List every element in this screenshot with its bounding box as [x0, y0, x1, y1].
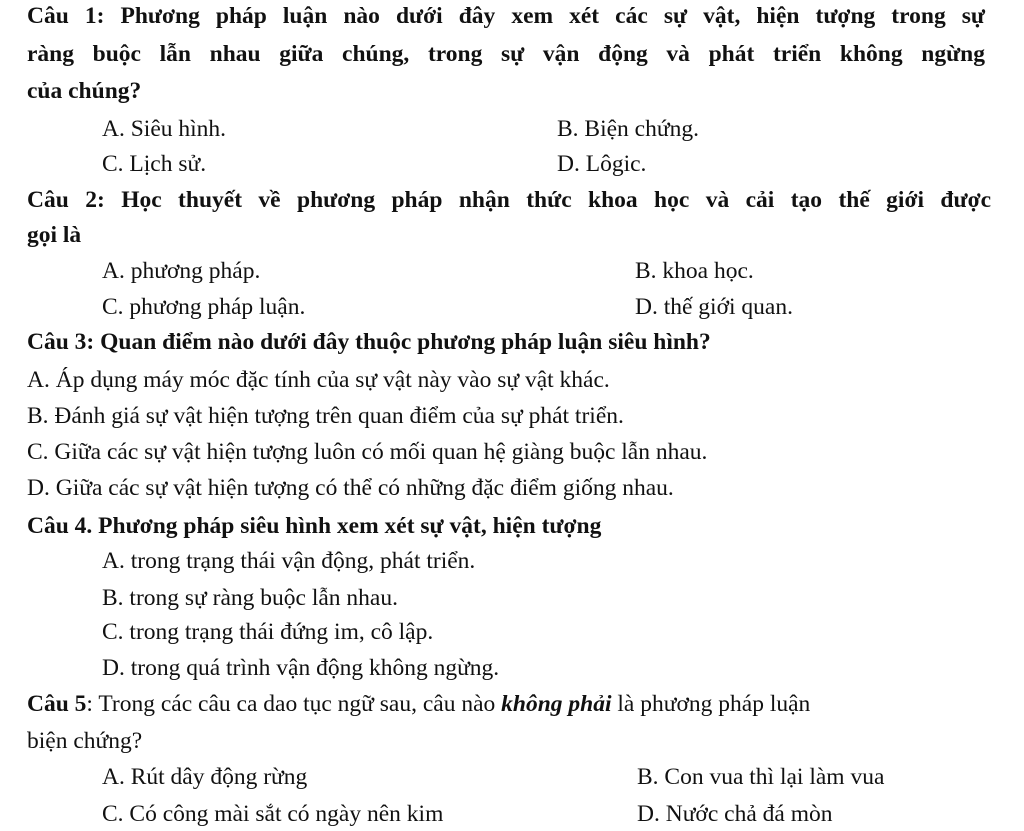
question-2-line-1: [27, 186, 991, 214]
question-4-option-b[interactable]: B. trong sự ràng buộc lẫn nhau.: [102, 585, 398, 611]
question-1-line-1: [27, 2, 985, 30]
question-5-emphasis: không phải: [501, 691, 612, 717]
question-3-label: Câu 3: [27, 329, 87, 355]
question-3-option-c[interactable]: C. Giữa các sự vật hiện tượng luôn có mối quan hệ giàng buộc lẫn nhau.: [27, 439, 708, 465]
question-4-label: Câu 4.: [27, 513, 93, 539]
question-5-label: Câu 5: [27, 691, 87, 717]
question-5-line-1: [27, 690, 983, 718]
question-1-option-b[interactable]: B. Biện chứng.: [557, 116, 699, 142]
question-4-option-c[interactable]: C. trong trạng thái đứng im, cô lập.: [102, 619, 434, 645]
question-3-text: : Quan điểm nào dưới đây thuộc phương pháp luận siêu hình?: [86, 329, 711, 355]
question-2-option-d[interactable]: D. thế giới quan.: [635, 294, 793, 320]
question-3-line-1: [27, 328, 711, 356]
question-2-line-2: gọi là: [27, 222, 82, 248]
question-4-text: Phương pháp siêu hình xem xét sự vật, hiện tượng: [98, 513, 602, 539]
question-5-option-a[interactable]: A. Rút dây động rừng: [102, 764, 308, 790]
question-1-text: Phương pháp luận nào dưới đây xem xét các sự vật, hiện tượng trong sự: [120, 3, 985, 29]
question-5-option-d[interactable]: D. Nước chả đá mòn: [637, 801, 833, 827]
question-2-option-c[interactable]: C. phương pháp luận.: [102, 294, 306, 320]
question-1-line-3: của chúng?: [27, 78, 142, 104]
question-5-text-b: là phương pháp luận: [611, 691, 811, 717]
question-2-option-b[interactable]: B. khoa học.: [635, 258, 754, 284]
question-5-option-c[interactable]: C. Có công mài sắt có ngày nên kim: [102, 801, 444, 827]
question-1-option-a[interactable]: A. Siêu hình.: [102, 116, 227, 142]
question-4-option-d[interactable]: D. trong quá trình vận động không ngừng.: [102, 655, 500, 681]
question-4-option-a[interactable]: A. trong trạng thái vận động, phát triển.: [102, 548, 476, 574]
question-1-line-2: ràng buộc lẫn nhau giữa chúng, trong sự vận động và phát triển không ngừng: [27, 41, 985, 67]
question-4-line-1: [27, 512, 601, 540]
question-2-text: Học thuyết về phương pháp nhận thức khoa học và cải tạo thế giới được: [121, 187, 992, 213]
question-2-label: Câu 2:: [27, 187, 105, 213]
question-5-option-b[interactable]: B. Con vua thì lại làm vua: [637, 764, 885, 790]
question-1-option-c[interactable]: C. Lịch sử.: [102, 151, 207, 177]
question-5-text-a: : Trong các câu ca dao tục ngữ sau, câu nào: [86, 691, 502, 717]
question-3-option-a[interactable]: A. Áp dụng máy móc đặc tính của sự vật này vào sự vật khác.: [27, 367, 610, 393]
question-3-option-d[interactable]: D. Giữa các sự vật hiện tượng có thể có những đặc điểm giống nhau.: [27, 475, 674, 501]
question-1-label: Câu 1:: [27, 3, 105, 29]
question-5-line-2: biện chứng?: [27, 728, 143, 754]
question-2-option-a[interactable]: A. phương pháp.: [102, 258, 261, 284]
question-3-option-b[interactable]: B. Đánh giá sự vật hiện tượng trên quan điểm của sự phát triển.: [27, 403, 624, 429]
question-1-option-d[interactable]: D. Lôgic.: [557, 151, 647, 177]
